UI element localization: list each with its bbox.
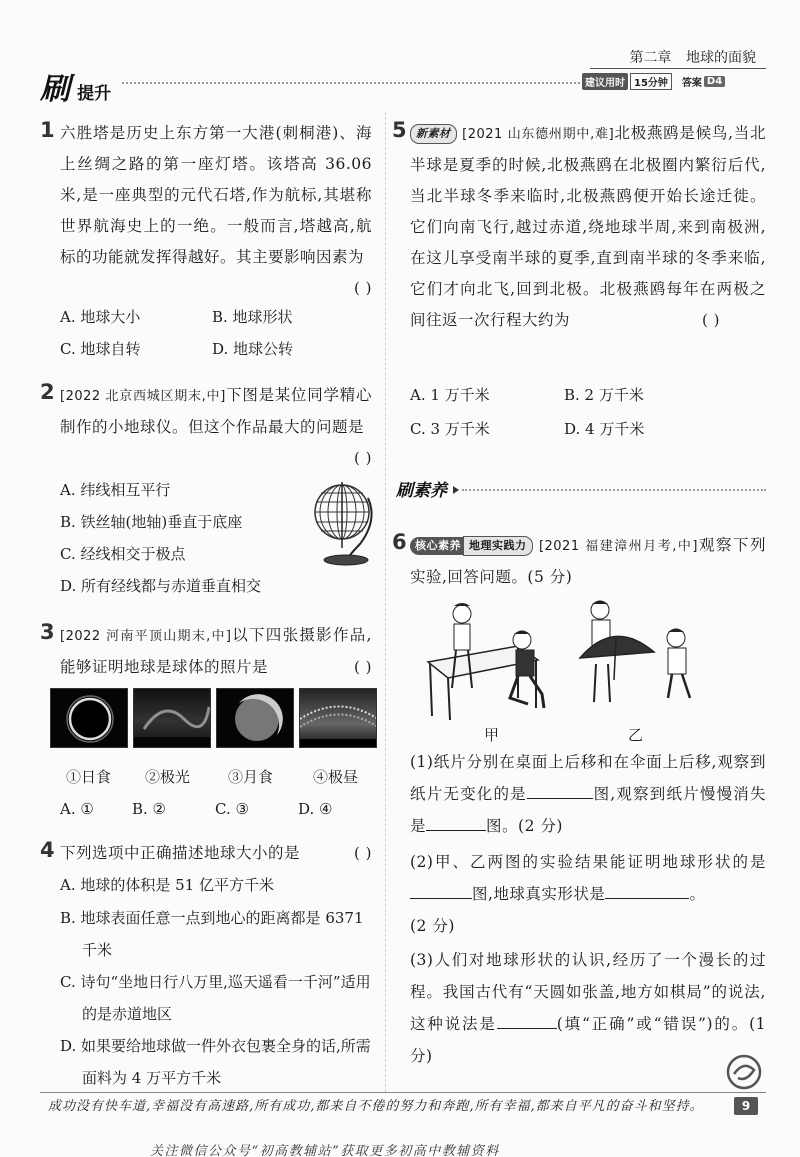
q2-option-c[interactable]: C. 经线相交于极点 [60, 545, 186, 563]
time-value: 15分钟 [630, 73, 672, 90]
q2-stem [60, 380, 372, 474]
q6-blank-1[interactable] [527, 781, 593, 799]
q1-option-c[interactable]: C. 地球自转 [60, 340, 141, 358]
answer-label: 答案 [681, 78, 702, 89]
header-rule [590, 68, 766, 69]
q2-number: 2 [40, 380, 55, 404]
q5-option-d[interactable]: D. 4 万千米 [564, 420, 645, 438]
q1-answer-paren[interactable]: ( ) [354, 279, 372, 297]
experiment-yi [580, 601, 690, 702]
q6-sub1 [410, 746, 766, 842]
q3-caption-4: ④极昼 [313, 768, 359, 786]
q3-option-c[interactable]: C. ③ [215, 800, 249, 818]
q5-source: [2021 山东德州期中,难] [462, 127, 615, 142]
q6-stem [410, 530, 766, 593]
q3-option-b[interactable]: B. ② [132, 800, 167, 818]
q4-option-d[interactable]: D. 如果要给地球做一件外衣包裹全身的话,所需面料为 4 万平方千米 [60, 1037, 371, 1087]
header-dots [122, 82, 592, 84]
experiment-jia [428, 603, 544, 720]
q3-stem [60, 620, 372, 683]
q6-blank-4[interactable] [605, 881, 689, 899]
q5-option-b[interactable]: B. 2 万千米 [564, 386, 644, 404]
q2-option-a[interactable]: A. 纬线相互平行 [60, 481, 171, 499]
q3-text: 以下四张摄影作品,能够证明地球是球体的照片是 [60, 626, 372, 676]
brand-char: 刷 [40, 72, 70, 107]
q2-option-b[interactable]: B. 铁丝轴(地轴)垂直于底座 [60, 513, 243, 531]
q6-experiment-illustration [418, 598, 718, 728]
q6-sub1-part-a: (1)纸片分别在桌面上后移和在伞面上后移,观察到纸片无变化的是 [410, 753, 766, 803]
q2-answer-paren[interactable]: ( ) [354, 449, 372, 467]
brand-sub: 提升 [77, 84, 112, 104]
q6-sub2-part-d: (2 分) [410, 917, 455, 935]
q6-tag-core: 核心素养 [410, 537, 464, 555]
q5-option-c[interactable]: C. 3 万千米 [410, 420, 490, 438]
q1-option-d[interactable]: D. 地球公转 [212, 340, 294, 358]
footer-motto: 成功没有快车道,幸福没有高速路,所有成功,都来自不倦的努力和奔跑,所有幸福,都来自平凡的奋斗和坚持。 [48, 1099, 704, 1114]
figure-label-yi: 乙 [628, 726, 644, 744]
q5-answer-paren[interactable]: ( ) [702, 311, 720, 329]
swirl-logo-icon [724, 1052, 764, 1092]
q4-option-c[interactable]: C. 诗句“坐地日行八万里,巡天遥看一千河”适用的是赤道地区 [60, 973, 371, 1023]
q4-option-b[interactable]: B. 地球表面任意一点到地心的距离都是 6371 千米 [60, 909, 364, 959]
q3-answer-paren[interactable]: ( ) [354, 658, 372, 676]
footer-watermark: 关注微信公众号“初高教辅站”获取更多初高中教辅资料 [150, 1144, 500, 1157]
q6-sub3-part-a: (3)人们对地球形状的认识,经历了一个漫长的过程。我国古代有“天圆如张盖,地方如棋局”的说法,这种说法是 [410, 951, 766, 1033]
q6-blank-5[interactable] [497, 1011, 557, 1029]
q6-blank-3[interactable] [410, 881, 472, 899]
q6-sub2-part-c: 。 [689, 885, 706, 903]
q6-source: [2021 福建漳州月考,中] [538, 539, 698, 554]
q5-text: 北极燕鸥是候鸟,当北半球是夏季的时候,北极燕鸥在北极圈内繁衍后代,当北半球冬季来临时,北极燕鸥便开始长途迁徙。它们向南飞行,越过赤道,绕地球半周,来到南极洲,在这儿享受南半球的夏季,直到南半球的冬季来临,它们才向北飞,回到北极。北极燕鸥每年在两极之间往返一次行程大约为 [410, 124, 766, 329]
q4-text: 下列选项中正确描述地球大小的是 [60, 844, 301, 862]
q4-option-a[interactable]: A. 地球的体积是 51 亿平方千米 [60, 876, 274, 894]
photo-aurora [133, 688, 211, 748]
column-divider [385, 112, 386, 1092]
eclipse-ring-icon [51, 689, 128, 748]
photo-solar-eclipse [50, 688, 128, 748]
brand-logo [40, 64, 112, 107]
q3-caption-2: ②极光 [145, 768, 191, 786]
q4-stem [60, 838, 372, 869]
section-arrow-icon [453, 486, 459, 494]
time-label: 建议用时 [582, 73, 628, 90]
q5-option-a[interactable]: A. 1 万千米 [410, 386, 490, 404]
q6-sub3 [410, 944, 766, 1072]
q3-option-a[interactable]: A. ① [60, 800, 94, 818]
q3-source: [2022 河南平顶山期末,中] [60, 629, 232, 644]
page-number: 9 [734, 1097, 758, 1115]
lunar-eclipse-icon [217, 689, 294, 748]
q3-caption-1: ①日食 [66, 768, 112, 786]
q6-tag-practice: 地理实践力 [463, 536, 533, 556]
photo-lunar-eclipse [216, 688, 294, 748]
q2-text: 下图是某位同学精心制作的小地球仪。但这个作品最大的问题是 [60, 386, 372, 436]
figure-label-jia: 甲 [484, 726, 500, 744]
globe-illustration [308, 478, 380, 568]
q2-option-d[interactable]: D. 所有经线都与赤道垂直相交 [60, 577, 262, 595]
q4-answer-paren[interactable]: ( ) [354, 844, 372, 862]
chapter-heading [630, 47, 756, 67]
q3-option-d[interactable]: D. ④ [298, 800, 333, 818]
section-dots [462, 489, 766, 491]
q3-number: 3 [40, 620, 55, 644]
q1-option-a[interactable]: A. 地球大小 [60, 308, 141, 326]
answer-value: D4 [704, 76, 725, 87]
q6-sub1-part-c: 图。(2 分) [486, 817, 563, 835]
q1-text: 六胜塔是历史上东方第一大港(刺桐港)、海上丝绸之路的第一座灯塔。该塔高 36.06 米,是一座典型的元代石塔,作为航标,其堪称世界航海史上的一绝。一般而言,塔越高,航标的功能就发挥得越好。其主要影响因素为 [60, 124, 372, 266]
q4-number: 4 [40, 838, 55, 862]
chapter-label: 第二章 [629, 50, 672, 66]
q6-sub1-part-b: 图,观察到纸片慢慢消失是 [410, 785, 766, 835]
q5-number: 5 [392, 118, 407, 142]
chapter-title: 地球的面貌 [686, 50, 756, 66]
q6-number: 6 [392, 530, 407, 554]
section-title: 刷素养 [396, 481, 447, 501]
q2-source: [2022 北京西城区期末,中] [60, 389, 226, 404]
q6-blank-2[interactable] [426, 813, 486, 831]
q5-stem [410, 118, 766, 336]
aurora-icon [134, 689, 211, 748]
q6-sub2 [410, 846, 766, 942]
time-box [582, 73, 725, 90]
footer-rule [40, 1092, 766, 1093]
polar-day-icon [300, 689, 377, 748]
q6-sub2-part-a: (2)甲、乙两图的实验结果能证明地球形状的是 [410, 853, 766, 871]
q1-stem [60, 118, 372, 304]
photo-polar-day [299, 688, 377, 748]
q1-number: 1 [40, 118, 55, 142]
q3-caption-3: ③月食 [228, 768, 274, 786]
q6-sub2-part-b: 图,地球真实形状是 [472, 885, 606, 903]
q6-sub3-part-b: (填“正确”或“错误”)的。(1 分) [410, 1015, 766, 1065]
q5-tag-new-material: 新素材 [410, 124, 457, 144]
q6-text: 观察下列实验,回答问题。(5 分) [410, 536, 766, 586]
q1-option-b[interactable]: B. 地球形状 [212, 308, 293, 326]
